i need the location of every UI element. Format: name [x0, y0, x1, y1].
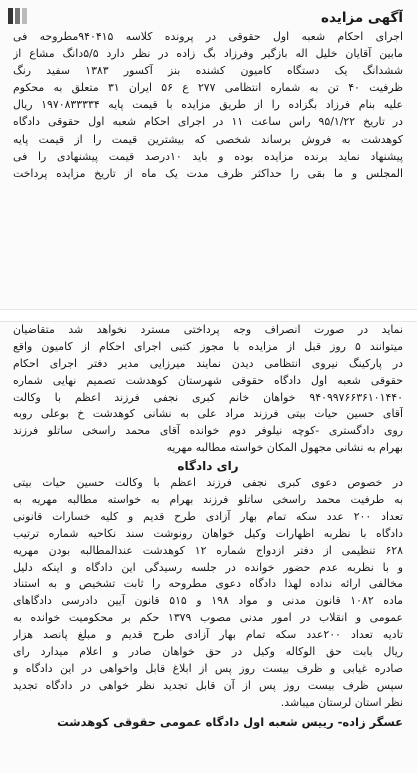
body-line: نماید در صورت انصراف وجه پرداختی مسترد نخواهد شد متقاضیان [13, 323, 403, 336]
notice-line: مابین آقایان خلیل اله بازگیر وفرزاد بگ زاده در نظر دارد ۵/۵دانگ مشاع از [13, 47, 403, 61]
verdict-line: مخالفی ارائه نداده لهذا دادگاه دعوی مطروحه را ثابت تشخیص و به استناد [13, 577, 403, 591]
verdict-line: به طرفیت محمد راسخی ساتلو فرزند بهرام به خواسته مطالبه مهریه به [13, 493, 403, 507]
notice-line: ظرفیت ۴۰ تن به شماره انتظامی ۲۷۷ ع ۵۶ ایران ۳۱ متعلق به محکوم [13, 81, 403, 95]
notice-line: کوهدشت به فروش برساند شخصی که بیشترین قیمت را از قیمت پایه [13, 132, 403, 146]
judge-signature: عسگر زاده- رییس شعبه اول دادگاه عمومی حقوقی کوهدشت [57, 714, 403, 729]
auction-notice [13, 8, 403, 182]
body-line: آقای حسین حیات بیتی فرزند مراد علی به نشانی کوهدشت خ بوعلی روبه [13, 407, 403, 421]
verdict-line: تعداد ۲۰۰ عدد سکه تمام بهار آزادی طرح قدیم و کلیه خسارات قانونی [13, 509, 403, 523]
notice-line: ششدانگ یک دستگاه کامیون کشنده بنز آکسور ۱۳۸۳ سفید رنگ [13, 64, 403, 78]
notice-line: پیشنهاد نماید برنده مزایده بوده و باید ۱۰درصد قیمت پیشنهادی را فی [13, 149, 403, 163]
verdict-line: صادره غیابی و ظرف بیست روز پس از ابلاغ قابل واخواهی در این دادگاه و [13, 661, 403, 675]
body-line: در پارکینگ نیروی انتظامی دیدن نمایند میرزایی مدیر دفتر اجرای احکام [13, 356, 403, 370]
notice-title: آگهی مزایده [321, 10, 403, 26]
notice-line: در تاریخ ۹۵/۱/۲۲ راس ساعت ۱۱ در اجرای احکام شعبه اول حقوقی دادگاه [13, 115, 403, 129]
notice-line: اجرای احکام شعبه اول حقوقی در پرونده کلاسه ۹۴۰۴۱۵مطروحه فی [13, 30, 403, 43]
verdict-line: ماده ۱۰۸۲ قانون مدنی و مواد ۱۹۸ و ۵۱۵ قانون آیین دادرسی دادگاهای [13, 594, 403, 608]
verdict-line: ۶۲۸ تنظیمی از دفتر ازدواج شماره ۱۲ کوهدشت عندالمطالبه بودن مهریه [13, 543, 403, 557]
notice-text [13, 28, 403, 182]
verdict-line: تادیه تعداد ۲۰۰عدد سکه تمام بهار آزادی طرح قدیم و مبلغ پانصد هزار [13, 628, 403, 642]
verdict-line: ریال بابت حق الوکاله وکیل در حق خواهان صادر و اعلام میدارد رای [13, 645, 403, 659]
court-notice [13, 322, 403, 732]
verdict-line: و با نظربه عدم حضور خوانده در جلسه رسیدگی این دادگاه و اینکه دلیل [13, 560, 403, 574]
verdict-line: در خصوص دعوی کبری نجفی فرزند اعظم با وکالت حسین حیات بیتی [13, 476, 403, 490]
verdict-line: دادگاه با نظربه اظهارات وکیل خواهان رونوشت سند نکاحیه شماره ترتیب [13, 526, 403, 540]
body-line: بهرام به نشانی مجهول المکان خواسته مطالبه مهریه [166, 441, 403, 455]
verdict-line: عمومی و انقلاب در امور مدنی مصوب ۱۳۷۹ حکم بر محکومیت خوانده به [13, 611, 403, 625]
body-line: میتوانند ۵ روز قبل از مزایده با مجوز کتبی اجرای احکام از کامیون واقع [13, 339, 403, 353]
notice-line: المجلس و ما بقی را حداکثر ظرف مدت یک ماه از تاریخ مزایده پرداخت [13, 166, 403, 180]
body-line: ۹۴۰۹۹۷۶۶۳۶۱۰۱۴۴۰ خواهان خانم کبری نجفی فرزند اعظم با وکالت [13, 390, 403, 404]
verdict-line: نظر استان لرستان میباشد. [280, 695, 403, 709]
body-line: حقوقی شعبه اول دادگاه حقوقی شهرستان کوهدشت تصمیم نهایی شماره [13, 373, 403, 387]
intro-text [13, 322, 403, 457]
notice-line: علیه بنام فرزاد بگزاده را از طریق مزایده با قیمت پایه ۱۹۷۰۸۳۳۳۳۴ ریال [13, 98, 403, 112]
verdict-heading: رای دادگاه [177, 459, 239, 474]
verdict-line: سپس ظرف بیست روز پس از آن قابل تجدید نظر خواهی در دادگاه تجدید [13, 678, 403, 692]
section-divider [0, 309, 417, 322]
verdict-text [13, 475, 403, 711]
body-line: روی دادگستری -کوچه نیلوفر دوم خوانده آقای محمد راسخی ساتلو فرزند [13, 424, 403, 438]
